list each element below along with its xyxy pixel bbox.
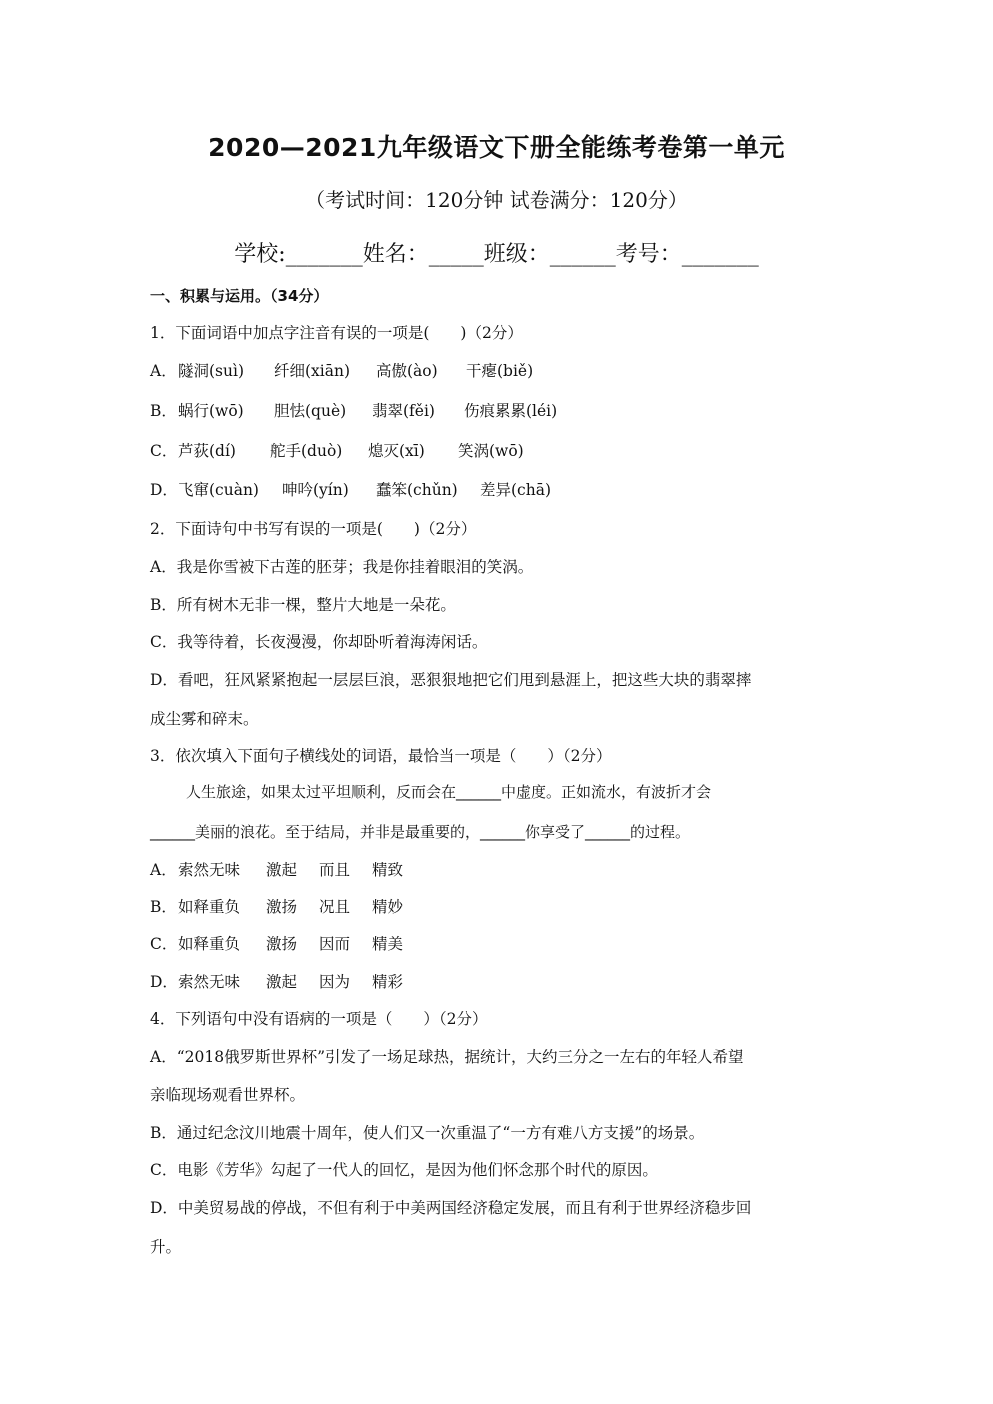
question-2-option-c: C．我等待着，长夜漫漫，你却卧听着海涛闲话。 — [150, 633, 488, 651]
question-1-option-d: D．飞窜(cuàn) 呻吟(yín) 蠢笨(chǔn) 差异(chā) — [150, 481, 551, 499]
question-4-option-d: D．中美贸易战的停战，不但有利于中美两国经济稳定发展，而且有利于世界经济稳步回 — [150, 1199, 752, 1217]
question-3-option-b: B．如释重负 激扬 况且 精妙 — [150, 898, 404, 916]
question-4-stem: 4．下列语句中没有语病的一项是（ ）（2分） — [150, 1010, 488, 1028]
question-4-option-c: C．电影《芳华》勾起了一代人的回忆，是因为他们怀念那个时代的原因。 — [150, 1161, 658, 1179]
exam-subtitle: （考试时间：120分钟 试卷满分：120分） — [305, 188, 688, 212]
student-info-line: 学校:_______姓名：_____班级：______考号：_______ — [234, 242, 759, 267]
question-3-option-c: C．如释重负 激扬 因而 精美 — [150, 935, 404, 953]
question-3-passage-line-2: ______美丽的浪花。至于结局，并非是最重要的，______你享受了______的过程。 — [150, 823, 691, 841]
question-2-stem: 2．下面诗句中书写有误的一项是( )（2分） — [150, 520, 477, 538]
question-1-option-a: A．隧洞(suì) 纤细(xiān) 高傲(ào) 干瘪(biě) — [150, 362, 534, 380]
question-3-stem: 3．依次填入下面句子横线处的词语，最恰当一项是（ ）（2分） — [150, 747, 612, 765]
question-1-option-b: B．蜗行(wō) 胆怯(què) 翡翠(fěi) 伤痕累累(léi) — [150, 402, 558, 420]
question-4-option-a: A．“2018俄罗斯世界杯”引发了一场足球热，据统计，大约三分之一左右的年轻人希望 — [150, 1048, 744, 1066]
question-2-option-b: B．所有树木无非一棵，整片大地是一朵花。 — [150, 596, 456, 614]
section-heading: 一、积累与运用。（34分） — [150, 287, 329, 305]
question-2-option-d: D．看吧，狂风紧紧抱起一层层巨浪，恶狠狠地把它们甩到悬涯上，把这些大块的翡翠摔 — [150, 671, 752, 689]
question-1-option-c: C．芦荻(dí) 舵手(duò) 熄灭(xī) 笑涡(wō) — [150, 442, 524, 460]
question-2-option-a: A．我是你雪被下古莲的胚芽；我是你挂着眼泪的笑涡。 — [150, 558, 534, 576]
question-3-option-a: A．索然无味 激起 而且 精致 — [150, 861, 404, 879]
question-4-option-d-continued: 升。 — [150, 1238, 182, 1256]
question-4-option-a-continued: 亲临现场观看世界杯。 — [150, 1086, 306, 1104]
question-1-stem: 1．下面词语中加点字注音有误的一项是( )（2分） — [150, 324, 523, 342]
question-3-passage-line-1: 人生旅途，如果太过平坦顺利，反而会在______中虚度。正如流水，有波折才会 — [186, 783, 712, 801]
question-3-option-d: D．索然无味 激起 因为 精彩 — [150, 973, 404, 991]
question-2-option-d-continued: 成尘雾和碎末。 — [150, 710, 259, 728]
question-4-option-b: B．通过纪念汶川地震十周年，使人们又一次重温了“一方有难八方支援”的场景。 — [150, 1124, 705, 1142]
page-title: 2020—2021九年级语文下册全能练考卷第一单元 — [208, 133, 785, 162]
